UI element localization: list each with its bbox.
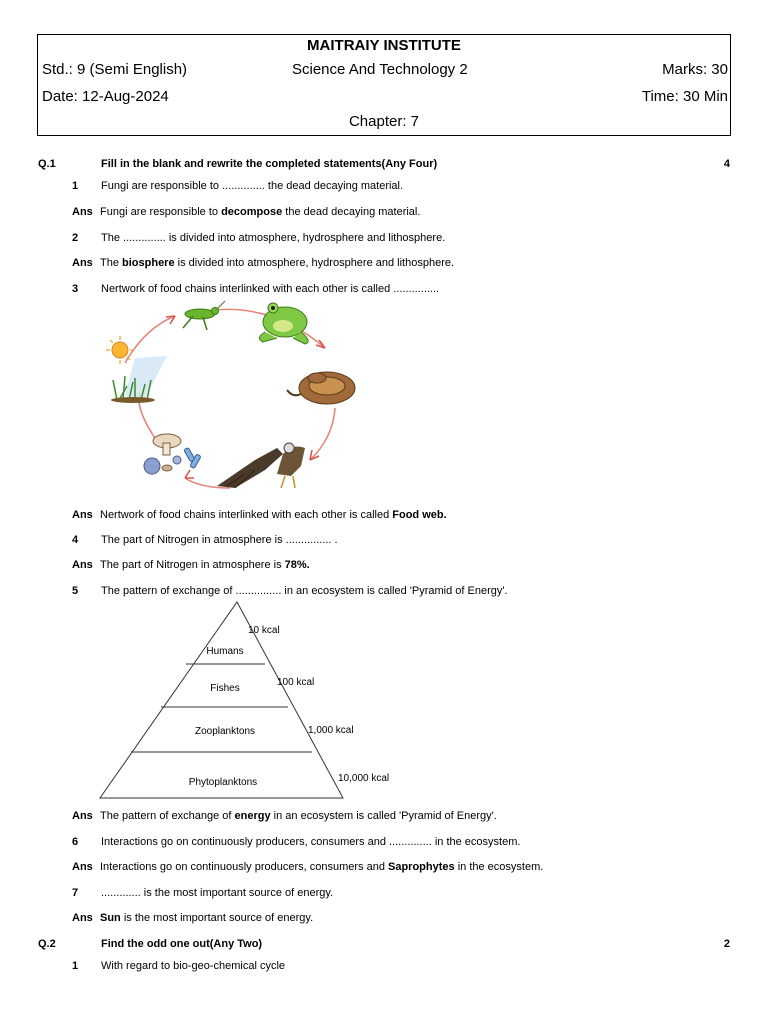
item-answer: Nertwork of food chains interlinked with each other is called Food web. [100,509,447,521]
item-answer: The part of Nitrogen in atmosphere is 78%. [100,559,310,571]
item-question: Fungi are responsible to .............. the dead decaying material. [101,180,404,192]
item-number: 1 [72,960,79,972]
item-answer: Interactions go on continuously producers, consumers and Saprophytes in the ecosystem. [100,861,544,873]
ground [111,397,155,403]
arrowhead [185,470,194,478]
item-number: 5 [72,585,79,597]
energy-pyramid [95,598,415,803]
cycle-arrow [125,316,175,363]
answer-label: Ans [72,559,93,571]
pyramid-outline [100,602,343,798]
energy-label: 10 kcal [248,625,280,636]
energy-label: 100 kcal [277,677,315,688]
item-answer: The biosphere is divided into atmosphere, hydrosphere and lithosphere. [100,257,455,269]
eagle-icon [217,443,305,488]
energy-label: 10,000 kcal [338,773,390,784]
sun-icon [106,336,134,364]
level-label: Zooplanktons [194,726,256,737]
question-marks: 2 [723,938,730,950]
level-label: Humans [206,646,244,657]
answer-label: Ans [72,206,93,218]
item-question: The pattern of exchange of ............... in an ecosystem is called 'Pyramid of Energy'. [101,585,508,597]
item-question: ............. is the most important source of energy. [101,887,334,899]
item-number: 7 [72,887,79,899]
grasshopper-icon [183,301,225,330]
frog-icon [259,303,308,344]
level-label: Phytoplanktons [188,777,258,788]
energy-label: 1,000 kcal [308,725,354,736]
item-answer: Sun is the most important source of energy. [100,912,314,924]
exam-time: Time: 30 Min [641,88,728,105]
header-box [37,34,731,136]
item-answer: The pattern of exchange of energy in an ecosystem is called 'Pyramid of Energy'. [100,810,497,822]
item-answer: Fungi are responsible to decompose the dead decaying material. [100,206,421,218]
item-number: 3 [72,283,79,295]
snake-icon [287,372,355,404]
item-number: 1 [72,180,79,192]
level-label: Fishes [210,683,240,694]
standard: Std.: 9 (Semi English) [42,61,188,78]
item-number: 2 [72,232,79,244]
answer-label: Ans [72,861,93,873]
cycle-arrow [310,408,335,460]
item-question: The part of Nitrogen in atmosphere is ............... . [101,534,338,546]
item-number: 4 [72,534,79,546]
marks: Marks: 30 [662,61,728,78]
item-question: The .............. is divided into atmosphere, hydrosphere and lithosphere. [101,232,446,244]
food-web-illustration [105,298,365,496]
subject: Science And Technology 2 [292,61,468,78]
answer-label: Ans [72,257,93,269]
answer-label: Ans [72,509,93,521]
institute-name: MAITRAIY INSTITUTE [307,37,461,54]
chapter: Chapter: 7 [348,113,420,130]
exam-date: Date: 12-Aug-2024 [42,88,169,105]
item-number: 6 [72,836,79,848]
question-number: Q.2 [38,938,56,950]
answer-label: Ans [72,810,93,822]
question-title: Fill in the blank and rewrite the completed statements(Any Four) [101,158,438,170]
decomposers-icon [144,434,201,474]
item-question: With regard to bio-geo-chemical cycle [101,960,286,972]
item-question: Interactions go on continuously producers, consumers and .............. in the ecosystem. [101,836,521,848]
question-marks: 4 [723,158,730,170]
question-number: Q.1 [38,158,56,170]
item-question: Nertwork of food chains interlinked with each other is called ............... [101,283,440,295]
question-title: Find the odd one out(Any Two) [101,938,263,950]
answer-label: Ans [72,912,93,924]
